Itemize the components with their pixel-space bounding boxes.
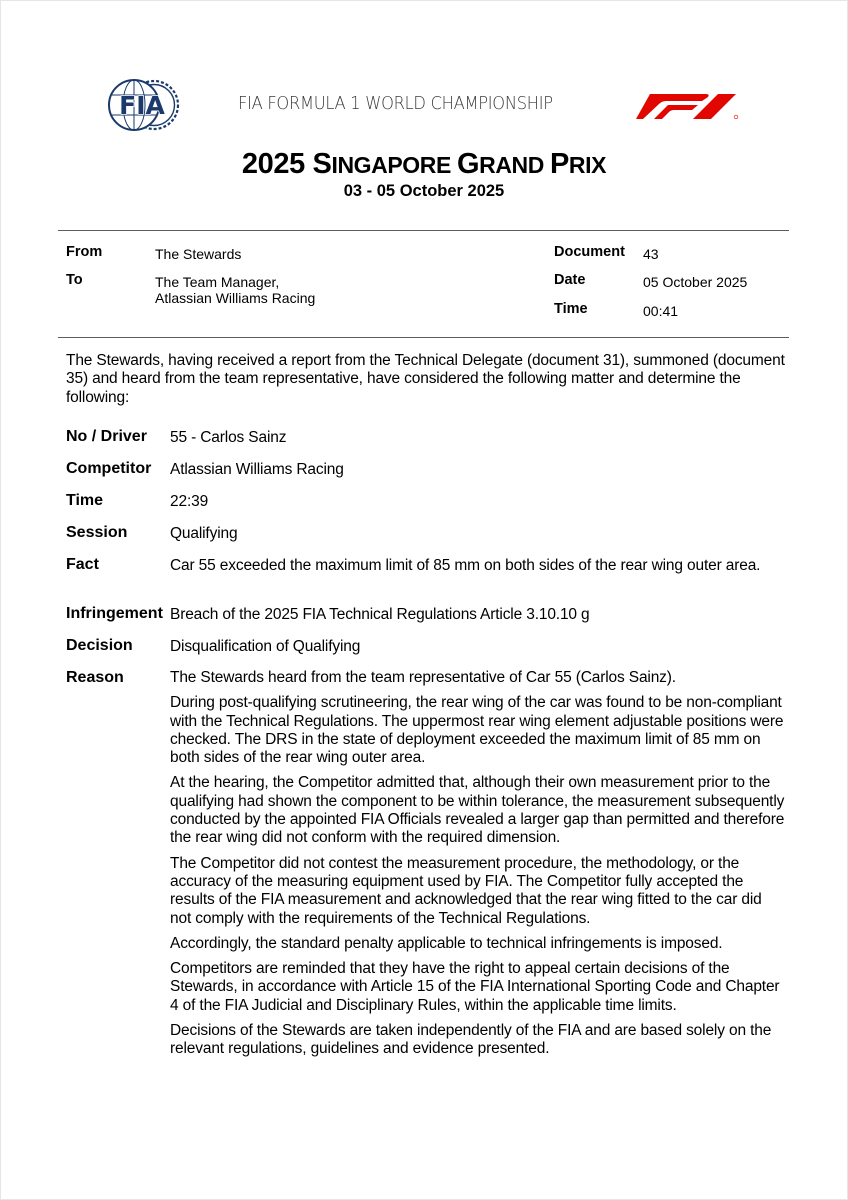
event-title-year: 2025: [241, 148, 313, 180]
competitor-value: Atlassian Williams Racing: [170, 461, 344, 478]
reason-paragraph: During post-qualifying scrutineering, the rear wing of the car was found to be non-compliant with the Technical Regulations. The uppermost rear wing element adjustable positions were checked. The DRS in the state of deployment exceeded the maximum limit of 85 mm on both sides of the rear wing outer area.: [170, 694, 784, 767]
to-value: [155, 274, 315, 306]
fia-logo-icon: [107, 78, 181, 132]
competitor-label: Competitor: [66, 460, 152, 477]
reason-paragraph: The Stewards heard from the team representative of Car 55 (Carlos Sainz).: [170, 669, 676, 686]
decision-label: Decision: [66, 637, 133, 654]
reason-paragraph: The Competitor did not contest the measurement procedure, the methodology, or the accuracy of the measuring equipment used by FIA. The Competitor fully accepted the results of the FIA measurement and acknowledged that the rear wing fitted to the car did not comply with the requirements of the Technical Regulations.: [170, 854, 762, 927]
time-value: 22:39: [170, 493, 209, 510]
driver-value: 55 - Carlos Sainz: [170, 429, 287, 446]
f1-logo-icon: [636, 88, 740, 122]
championship-title: FIA FORMULA 1 WORLD CHAMPIONSHIP: [238, 94, 553, 114]
event-title-part: P: [549, 148, 569, 180]
divider-top: [58, 230, 789, 231]
date-value: 05 October 2025: [643, 274, 748, 290]
event-title-part: G: [456, 148, 480, 180]
time-value: 00:41: [643, 303, 679, 319]
fact-label: Fact: [66, 556, 99, 573]
driver-label: No / Driver: [66, 428, 147, 445]
decision-value: Disqualification of Qualifying: [170, 638, 361, 655]
reason-paragraph: At the hearing, the Competitor admitted that, although their own measurement prior to the qualifying had shown the component to be within tolerance, the measurement subsequently conducted by the appointed FIA Officials revealed a larger gap than permitted and therefore the rear wing did not conform with the required dimension.: [170, 774, 785, 847]
event-dates: 03 - 05 October 2025: [343, 182, 505, 200]
infringement-value: Breach of the 2025 FIA Technical Regulations Article 3.10.10 g: [170, 606, 590, 623]
session-label: Session: [66, 524, 128, 541]
to-value-line2: Atlassian Williams Racing: [155, 290, 316, 306]
document-label: Document: [554, 244, 625, 260]
reason-label: Reason: [66, 669, 124, 686]
document-value: 43: [643, 246, 659, 262]
divider-bottom: [58, 337, 789, 338]
date-label: Date: [554, 272, 586, 288]
event-title: [0, 148, 848, 181]
reason-paragraph: Accordingly, the standard penalty applicable to technical infringements is imposed.: [170, 934, 723, 952]
svg-text:FIA: FIA: [119, 91, 165, 120]
event-title-part: RAND: [479, 152, 550, 178]
to-label: To: [66, 272, 83, 288]
from-label: From: [66, 244, 103, 260]
time-label: Time: [554, 301, 588, 317]
fact-value: Car 55 exceeded the maximum limit of 85 mm on both sides of the rear wing outer area.: [170, 557, 761, 574]
time-label: Time: [66, 492, 104, 509]
intro-paragraph: The Stewards, having received a report from the Technical Delegate (document 31), summoned (document 35) and heard from the team representative, have considered the following matter and determine the following:: [66, 352, 785, 406]
session-value: Qualifying: [170, 525, 238, 542]
reason-paragraph: Decisions of the Stewards are taken independently of the FIA and are based solely on the relevant regulations, guidelines and evidence presented.: [170, 1022, 772, 1058]
event-title-part: RIX: [568, 152, 607, 178]
reason-text: [170, 669, 785, 1066]
from-value: The Stewards: [155, 246, 242, 262]
infringement-label: Infringement: [66, 605, 163, 622]
reason-paragraph: Competitors are reminded that they have the right to appeal certain decisions of the Stewards, in accordance with Article 15 of the FIA International Sporting Code and Chapter 4 of the FIA Judicial and Disciplinary Rules, within the applicable time limits.: [170, 960, 780, 1014]
event-title-part: S: [312, 148, 332, 180]
to-value-line1: The Team Manager,: [155, 274, 280, 290]
event-title-part: INGAPORE: [331, 152, 457, 178]
